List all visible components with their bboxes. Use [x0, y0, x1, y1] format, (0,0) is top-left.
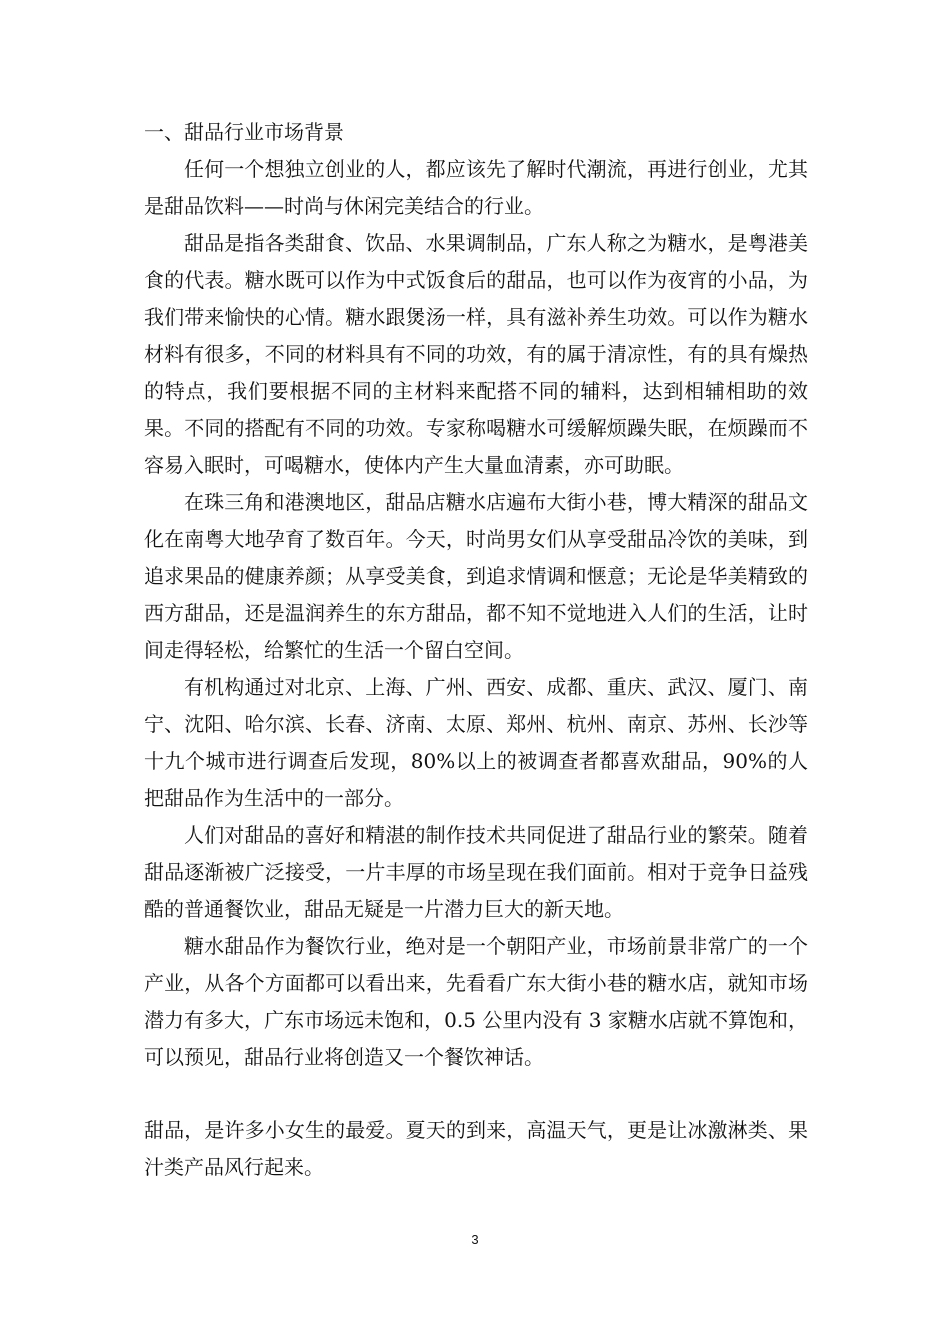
paragraph-6: 糖水甜品作为餐饮行业，绝对是一个朝阳产业，市场前景非常广的一个产业，从各个方面都可以看出来，先看看广东大街小巷的糖水店，就知市场潜力有多大，广东市场远未饱和，0.5 公里内没有 3 家糖水店就不算饱和，可以预见，甜品行业将创造又一个餐饮神话。 [144, 934, 808, 1069]
paragraph-5: 人们对甜品的喜好和精湛的制作技术共同促进了甜品行业的繁荣。随着甜品逐渐被广泛接受，一片丰厚的市场呈现在我们面前。相对于竞争日益残酷的普通餐饮业，甜品无疑是一片潜力巨大的新天地。 [144, 823, 808, 921]
paragraph-2: 甜品是指各类甜食、饮品、水果调制品，广东人称之为糖水，是粤港美食的代表。糖水既可以作为中式饭食后的甜品，也可以作为夜宵的小品，为我们带来愉快的心情。糖水跟煲汤一样，具有滋补养生功效。可以作为糖水材料有很多，不同的材料具有不同的功效，有的属于清凉性，有的具有燥热的特点，我们要根据不同的主材料来配搭不同的辅料，达到相辅相助的效果。不同的搭配有不同的功效。专家称喝糖水可缓解烦躁失眠，在烦躁而不容易入眠时，可喝糖水，使体内产生大量血清素，亦可助眠。 [144, 231, 808, 477]
paragraph-1: 任何一个想独立创业的人，都应该先了解时代潮流，再进行创业，尤其是甜品饮料——时尚与休闲完美结合的行业。 [144, 157, 808, 218]
document-body [144, 114, 808, 1186]
closing-paragraph: 甜品，是许多小女生的最爱。夏天的到来，高温天气，更是让冰激淋类、果汁类产品风行起来。 [144, 1118, 808, 1179]
page-number: 3 [471, 1232, 479, 1247]
paragraph-3: 在珠三角和港澳地区，甜品店糖水店遍布大街小巷，博大精深的甜品文化在南粤大地孕育了数百年。今天，时尚男女们从享受甜品冷饮的美味，到追求果品的健康养颜；从享受美食，到追求情调和惬意；无论是华美精致的西方甜品，还是温润养生的东方甜品，都不知不觉地进入人们的生活，让时间走得轻松，给繁忙的生活一个留白空间。 [144, 490, 808, 662]
section-heading: 一、甜品行业市场背景 [144, 120, 344, 144]
paragraph-4: 有机构通过对北京、上海、广州、西安、成都、重庆、武汉、厦门、南宁、沈阳、哈尔滨、长春、济南、太原、郑州、杭州、南京、苏州、长沙等十九个城市进行调查后发现，80%以上的被调查者都喜欢甜品，90%的人把甜品作为生活中的一部分。 [144, 675, 808, 810]
